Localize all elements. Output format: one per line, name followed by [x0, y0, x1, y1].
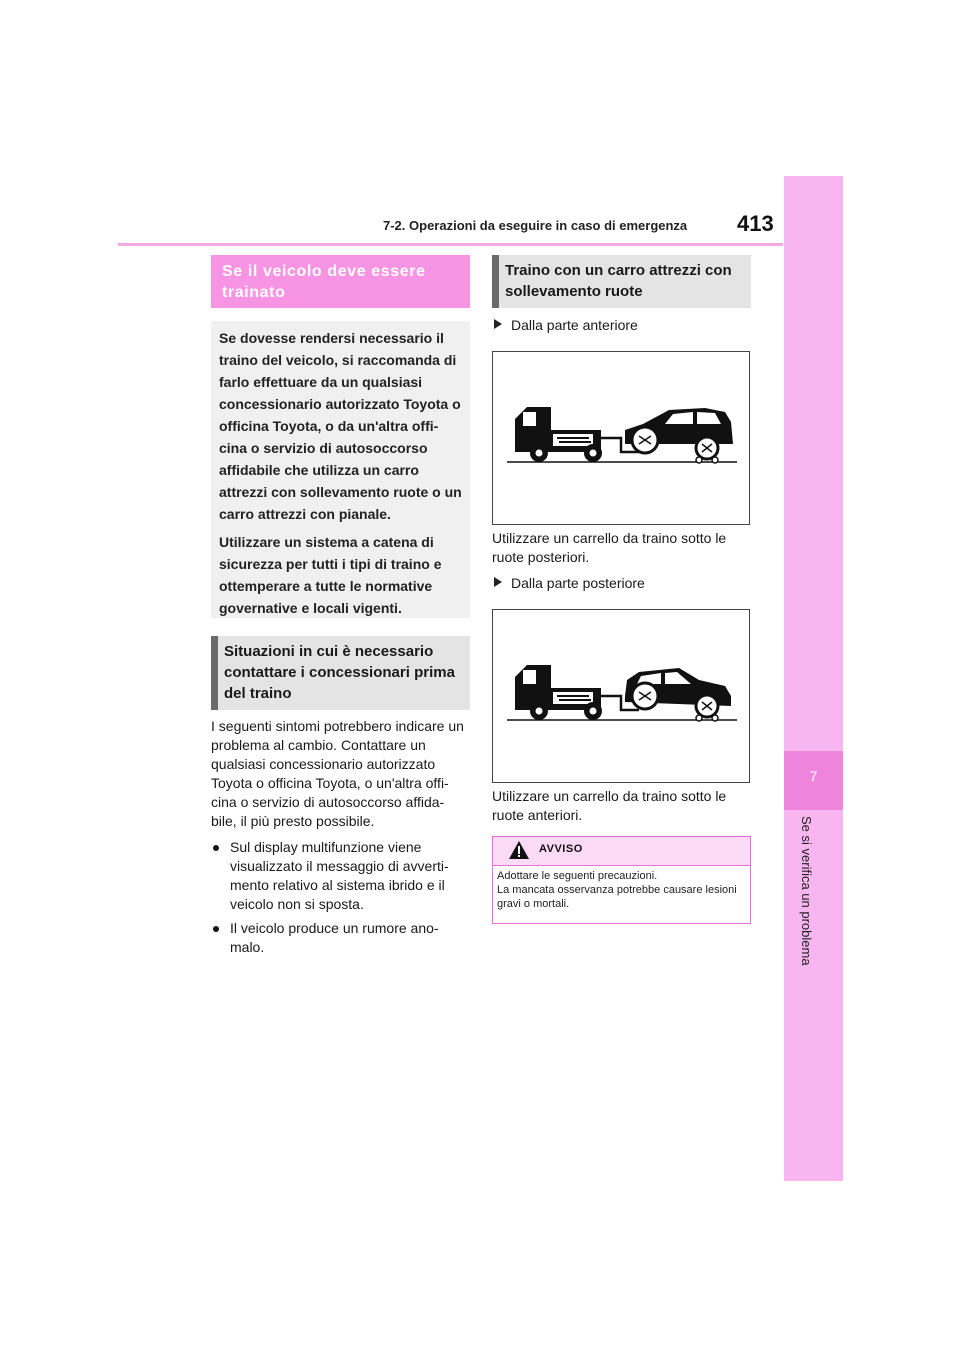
chapter-side-tab — [784, 176, 843, 1181]
rear-label — [494, 574, 645, 593]
rear-caption: Utilizzare un carrello da traino sotto le ruote anteriori. — [492, 788, 727, 823]
front-label — [494, 316, 638, 335]
bullet-icon — [213, 845, 219, 851]
main-heading: Se il veicolo deve essere trainato — [222, 263, 426, 301]
front-caption: Utilizzare un carrello da traino sotto le ruote posteriori. — [492, 530, 727, 565]
warning-text — [497, 869, 747, 911]
chapter-number: 7 — [809, 768, 818, 784]
intro-box-text — [219, 327, 467, 625]
list-item — [213, 838, 469, 914]
warning-line-2: La mancata osservanza potrebbe causare lesioni gravi o mortali. — [497, 884, 737, 910]
warning-title: AVVISO — [539, 843, 583, 855]
warning-triangle-icon — [508, 840, 530, 865]
intro-paragraph-2: Utilizzare un sistema a catena di sicurezza per tutti i tipi di traino e ottemperare a tutte le normative governative e locali vigenti. — [219, 534, 442, 616]
triangle-bullet-icon — [494, 319, 502, 329]
dealer-contact-body: I seguenti sintomi potrebbero indicare un problema al cambio. Contattare un qualsiasi concessionario autorizzato Toyota o officina Toyota, o un'altra offi- cina o servizio di autosoccorso affida- bile, il più presto possibile. — [211, 718, 464, 829]
tow-truck-front-lift-icon — [493, 352, 749, 524]
rear-label-text: Dalla parte posteriore — [511, 575, 645, 591]
front-label-text: Dalla parte anteriore — [511, 317, 638, 333]
warning-header — [493, 837, 750, 866]
warning-line-1: Adottare le seguenti precauzioni. — [497, 870, 658, 882]
list-item-text: Sul display multifunzione viene visualizzato il messaggio di avverti- mento relativo al sistema ibrido e il veicolo non si sposta. — [230, 839, 449, 912]
bullet-icon — [213, 926, 219, 932]
running-header-title: 7-2. Operazioni da eseguire in caso di emergenza — [383, 218, 688, 233]
rear-tow-illustration — [492, 609, 750, 783]
front-tow-illustration — [492, 351, 750, 525]
intro-paragraph-1: Se dovesse rendersi necessario il traino del veicolo, si raccomanda di farlo effettuare da un qualsiasi concessionario autorizzato Toyota o officina Toyota, o da un'altra offi- cina o servizio di autosoccorso affidabile che utilizza un carro attrezzi con sollevamento ruote o un carro attrezzi con pianale. — [219, 330, 462, 522]
triangle-bullet-icon — [494, 577, 502, 587]
chapter-label: Se si verifica un problema — [799, 816, 814, 966]
wheel-lift-heading: Traino con un carro attrezzi con sollevamento ruote — [505, 262, 732, 300]
page-number: 413 — [737, 211, 774, 236]
dealer-contact-heading: Situazioni in cui è necessario contattare i concessionari prima del traino — [224, 643, 455, 702]
list-item — [213, 919, 469, 957]
tow-truck-rear-lift-icon — [493, 610, 749, 782]
list-item-text: Il veicolo produce un rumore ano- malo. — [230, 920, 439, 955]
header-divider — [118, 243, 783, 246]
